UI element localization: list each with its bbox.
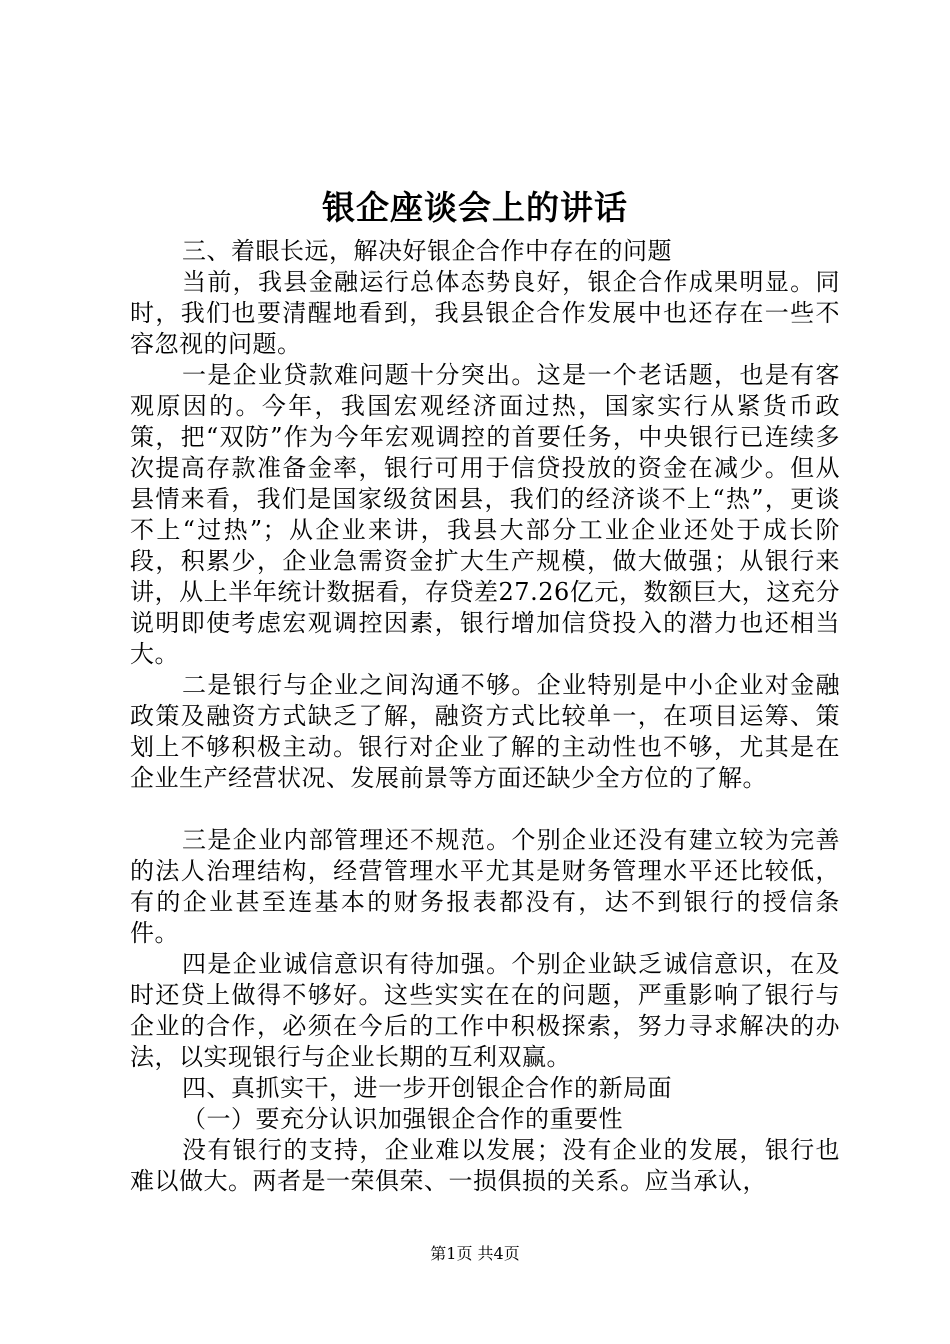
document-body — [130, 236, 840, 1197]
body-paragraph: 二是银行与企业之间沟通不够。企业特别是中小企业对金融政策及融资方式缺乏了解，融资方式比较单一，在项目运筹、策划上不够积极主动。银行对企业了解的主动性也不够，尤其是在企业生产经营状况、发展前景等方面还缺少全方位的了解。 — [130, 671, 840, 792]
section-heading: 四、真抓实干，进一步开创银企合作的新局面 — [182, 1074, 672, 1102]
page-number-footer: 第1页 共4页 — [430, 1244, 520, 1263]
body-paragraph: 一是企业贷款难问题十分突出。这是一个老话题，也是有客观原因的。今年，我国宏观经济面过热，国家实行从紧货币政策，把“双防”作为今年宏观调控的首要任务，中央银行已连续多次提高存款准备金率，银行可用于信贷投放的资金在减少。但从县情来看，我们是国家级贫困县，我们的经济谈不上“热”，更谈不上“过热”；从企业来讲，我县大部分工业企业还处于成长阶段，积累少，企业急需资金扩大生产规模，做大做强；从银行来讲，从上半年统计数据看，存贷差27.26亿元，数额巨大，这充分说明即使考虑宏观调控因素，银行增加信贷投入的潜力也还相当大。 — [130, 361, 840, 668]
subsection-heading: （一）要充分认识加强银企合作的重要性 — [182, 1105, 623, 1133]
body-paragraph: 当前，我县金融运行总体态势良好，银企合作成果明显。同时，我们也要清醒地看到，我县银企合作发展中也还存在一些不容忽视的问题。 — [130, 268, 840, 358]
body-paragraph: 三是企业内部管理还不规范。个别企业还没有建立较为完善的法人治理结构，经营管理水平尤其是财务管理水平还比较低，有的企业甚至连基本的财务报表都没有，达不到银行的授信条件。 — [130, 826, 840, 947]
body-paragraph: 没有银行的支持，企业难以发展；没有企业的发展，银行也难以做大。两者是一荣俱荣、一损俱损的关系。应当承认， — [130, 1136, 840, 1195]
document-title: 银企座谈会上的讲话 — [322, 188, 628, 227]
section-heading: 三、着眼长远，解决好银企合作中存在的问题 — [182, 237, 672, 265]
body-paragraph: 四是企业诚信意识有待加强。个别企业缺乏诚信意识，在及时还贷上做得不够好。这些实实在在的问题，严重影响了银行与企业的合作，必须在今后的工作中积极探索，努力寻求解决的办法，以实现银行与企业长期的互利双赢。 — [130, 950, 840, 1071]
